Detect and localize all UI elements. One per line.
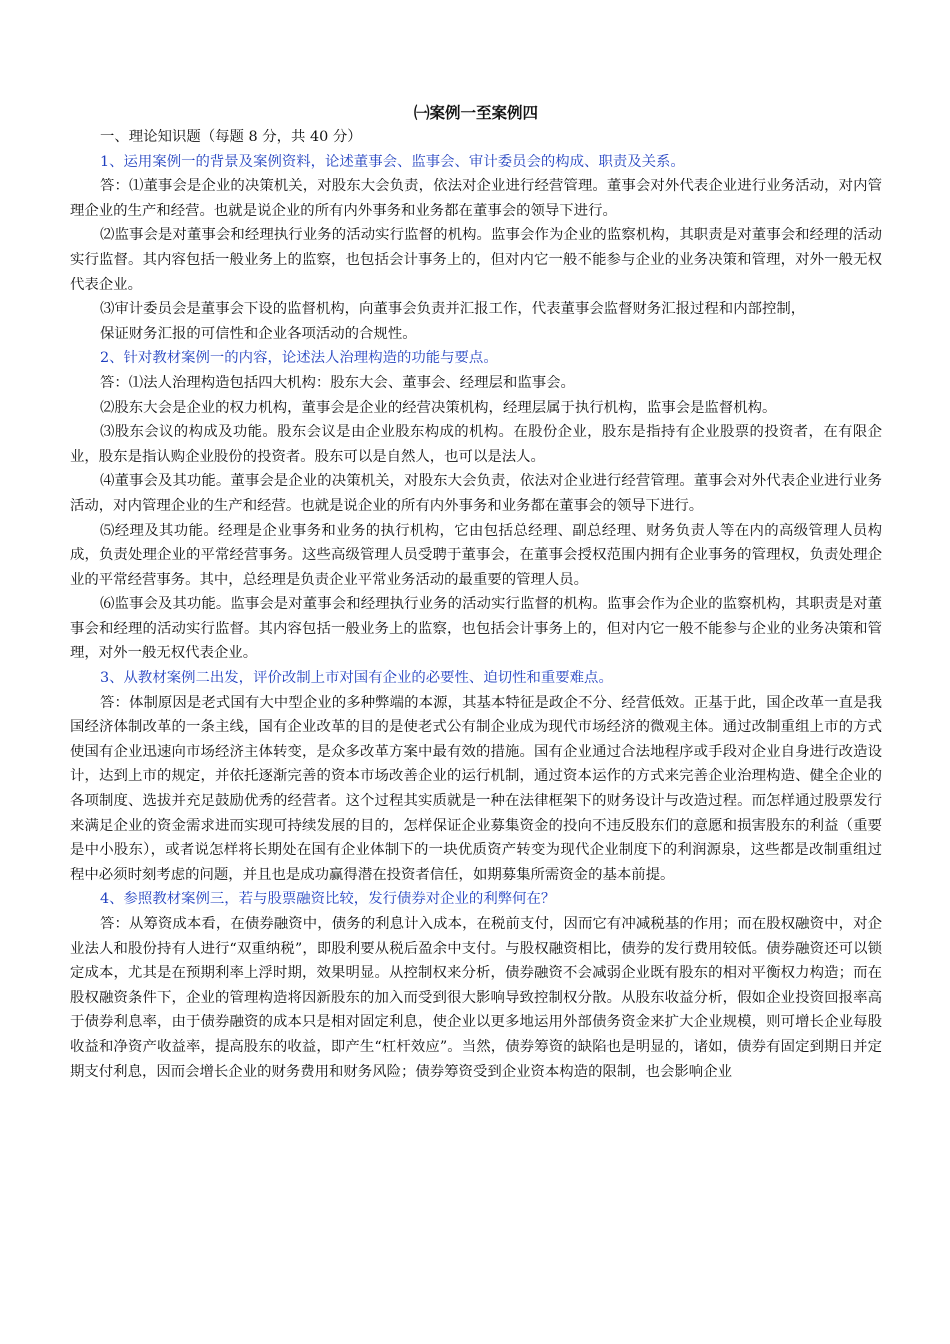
document-page (70, 100, 882, 1084)
question-1: 1、运用案例一的背景及案例资料，论述董事会、监事会、审计委员会的构成、职责及关系。 (100, 153, 685, 170)
answer-4-paragraph-1: 答：从筹资成本看，在债券融资中，债务的利息计入成本，在税前支付，因而它有冲减税基的作用；而在股权融资中，对企业法人和股份持有人进行“双重纳税”，即股利要从税后盈余中支付。与股权融资相比，债券的发行费用较低。债券融资还可以锁定成本，尤其是在预期利率上浮时期，效果明显。从控制权来分析，债券融资不会减弱企业既有股东的相对平衡权力构造；而在股权融资条件下，企业的管理构造将因新股东的加入而受到很大影响导致控制权分散。从股东收益分析，假如企业投资回报率高于债券利息率，由于债券融资的成本只是相对固定利息，使企业以更多地运用外部债务资金来扩大企业规模，则可增长企业每股收益和净资产收益率，提高股东的收益，即产生“杠杆效应”。当然，债券筹资的缺陷也是明显的，诸如，债券有固定到期日并定期支付利息，因而会增长企业的财务费用和财务风险；债券筹资受到企业资本构造的限制，也会影响企业 (70, 916, 882, 1080)
question-2: 2、针对教材案例一的内容，论述法人治理构造的功能与要点。 (100, 350, 498, 367)
answer-2-paragraph-5: ⑸经理及其功能。经理是企业事务和业务的执行机构，它由包括总经理、副总经理、财务负责人等在内的高级管理人员构成，负责处理企业的平常经营事务。这些高级管理人员受聘于董事会，在董事会授权范围内拥有企业事务的管理权，负责处理企业的平常经营事务。其中，总经理是负责企业平常业务活动的最重要的管理人员。 (70, 522, 882, 588)
question-4: 4、参照教材案例三，若与股票融资比较，发行债券对企业的利弊何在？ (100, 891, 556, 908)
answer-3-paragraph-1: 答：体制原因是老式国有大中型企业的多种弊端的本源，其基本特征是政企不分、经营低效。正基于此，国企改革一直是我国经济体制改革的一条主线，国有企业改革的目的是使老式公有制企业成为现代市场经济的微观主体。通过改制重组上市的方式使国有企业迅速向市场经济主体转变，是众多改革方案中最有效的措施。国有企业通过合法地程序或手段对企业自身进行改造设计，达到上市的规定，并依托逐渐完善的资本市场改善企业的运行机制，通过资本运作的方式来完善企业治理构造、健全企业的各项制度、选拔并充足鼓励优秀的经营者。这个过程其实质就是一种在法律框架下的财务设计与改造过程。而怎样通过股票发行来满足企业的资金需求进而实现可持续发展的目的，怎样保证企业募集资金的投向不违反股东们的意愿和损害股东的利益（重要是中小股东），或者说怎样将长期处在国有企业体制下的一块优质资产转变为现代企业制度下的利润源泉，这些都是改制重组过程中必须时刻考虑的问题，并且也是成功赢得潜在投资者信任，如期募集所需资金的基本前提。 (70, 694, 882, 883)
document-title: ㈠案例一至案例四 (413, 103, 538, 122)
answer-1-paragraph-1: 答：⑴董事会是企业的决策机关，对股东大会负责，依法对企业进行经营管理。董事会对外代表企业进行业务活动，对内管理企业的生产和经营。也就是说企业的所有内外事务和业务都在董事会的领导下进行。 (70, 178, 882, 219)
answer-1-paragraph-3: ⑶审计委员会是董事会下设的监督机构，向董事会负责并汇报工作，代表董事会监督财务汇报过程和内部控制， (100, 301, 806, 318)
answer-2-paragraph-6: ⑹监事会及其功能。监事会是对董事会和经理执行业务的活动实行监督的机构。监事会作为企业的监察机构，其职责是对董事会和经理的活动实行监督。其内容包括一般业务上的监察，也包括会计事务上的，但对内它一般不能参与企业的业务决策和管理，对外一般无权代表企业。 (70, 596, 882, 662)
answer-2-paragraph-4: ⑷董事会及其功能。董事会是企业的决策机关，对股东大会负责，依法对企业进行经营管理。董事会对外代表企业进行业务活动，对内管理企业的生产和经营。也就是说企业的所有内外事务和业务都在董事会的领导下进行。 (70, 473, 882, 514)
question-3: 3、从教材案例二出发，评价改制上市对国有企业的必要性、迫切性和重要难点。 (100, 670, 613, 687)
section-heading: 一、理论知识题（每题 8 分，共 40 分） (100, 129, 362, 145)
answer-1-paragraph-4: 保证财务汇报的可信性和企业各项活动的合规性。 (100, 325, 417, 342)
answer-1-paragraph-2: ⑵监事会是对董事会和经理执行业务的活动实行监督的机构。监事会作为企业的监察机构，其职责是对董事会和经理的活动实行监督。其内容包括一般业务上的监察，也包括会计事务上的，但对内它一般不能参与企业的业务决策和管理，对外一般无权代表企业。 (70, 227, 882, 293)
answer-2-paragraph-3: ⑶股东会议的构成及功能。股东会议是由企业股东构成的机构。在股份企业，股东是指持有企业股票的投资者，在有限企业，股东是指认购企业股份的投资者。股东可以是自然人，也可以是法人。 (70, 424, 882, 465)
answer-2-paragraph-1: 答：⑴法人治理构造包括四大机构：股东大会、董事会、经理层和监事会。 (100, 374, 575, 391)
answer-2-paragraph-2: ⑵股东大会是企业的权力机构，董事会是企业的经营决策机构，经理层属于执行机构，监事会是监督机构。 (100, 399, 777, 416)
